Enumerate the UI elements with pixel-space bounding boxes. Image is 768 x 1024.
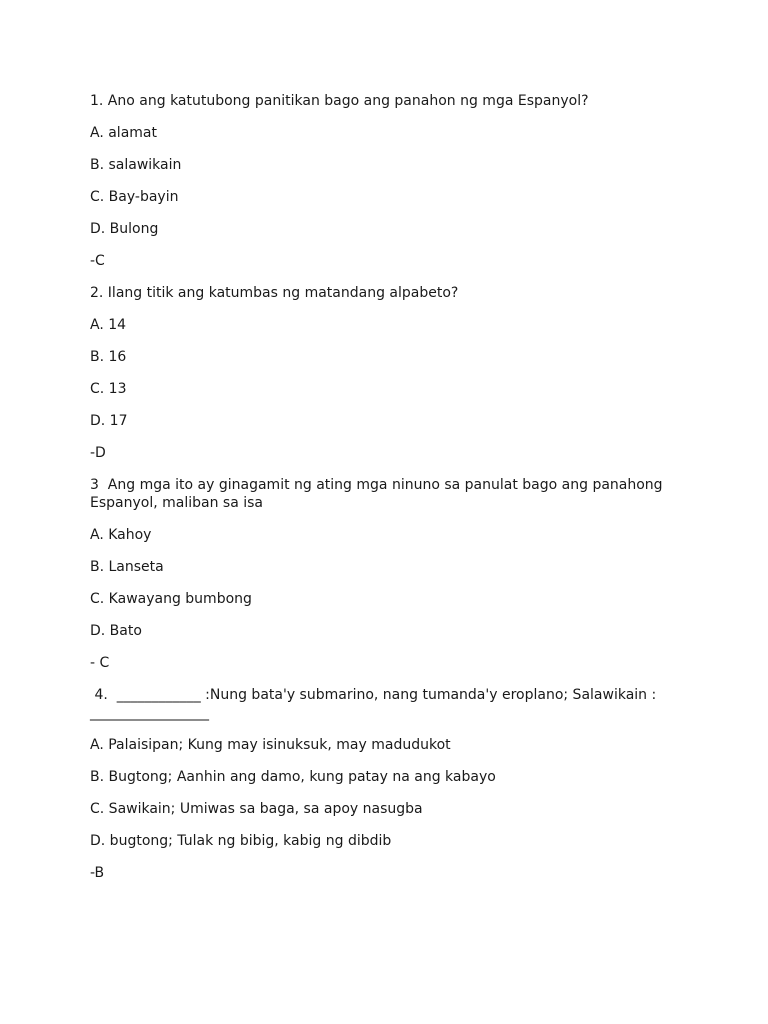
choice-b: B. Lanseta bbox=[90, 559, 164, 575]
choice-c: C. Bay-bayin bbox=[90, 189, 179, 205]
choice-b: B. 16 bbox=[90, 349, 127, 365]
choice-c: C. Sawikain; Umiwas sa baga, sa apoy nasugba bbox=[90, 801, 423, 817]
answer-key: - C bbox=[90, 655, 110, 671]
question-block-1 bbox=[90, 92, 670, 270]
choice-a: A. 14 bbox=[90, 317, 127, 333]
question-block-2 bbox=[90, 284, 670, 462]
choice-a: A. alamat bbox=[90, 125, 157, 141]
question-block-3 bbox=[90, 476, 670, 672]
answer-key: -B bbox=[90, 865, 105, 881]
choice-b: B. salawikain bbox=[90, 157, 182, 173]
choice-b: B. Bugtong; Aanhin ang damo, kung patay na ang kabayo bbox=[90, 769, 496, 785]
choice-c: C. 13 bbox=[90, 381, 127, 397]
question-text: 3 Ang mga ito ay ginagamit ng ating mga ninuno sa panulat bago ang panahong Espanyol, maliban sa isa bbox=[90, 477, 668, 511]
choice-a: A. Palaisipan; Kung may isinuksuk, may madudukot bbox=[90, 737, 451, 753]
question-text: 2. Ilang titik ang katumbas ng matandang alpabeto? bbox=[90, 285, 459, 301]
choice-d: D. 17 bbox=[90, 413, 128, 429]
choice-d: D. Bato bbox=[90, 623, 142, 639]
choice-d: D. bugtong; Tulak ng bibig, kabig ng dibdib bbox=[90, 833, 392, 849]
answer-key: -C bbox=[90, 253, 105, 269]
choice-d: D. Bulong bbox=[90, 221, 159, 237]
choice-c: C. Kawayang bumbong bbox=[90, 591, 252, 607]
answer-key: -D bbox=[90, 445, 106, 461]
choice-a: A. Kahoy bbox=[90, 527, 152, 543]
question-block-4 bbox=[90, 686, 670, 882]
quiz-document bbox=[90, 92, 670, 896]
question-text: 1. Ano ang katutubong panitikan bago ang panahon ng mga Espanyol? bbox=[90, 93, 589, 109]
question-text: 4. ____________ :Nung bata'y submarino, nang tumanda'y eroplano; Salawikain : _________________ bbox=[90, 687, 661, 721]
